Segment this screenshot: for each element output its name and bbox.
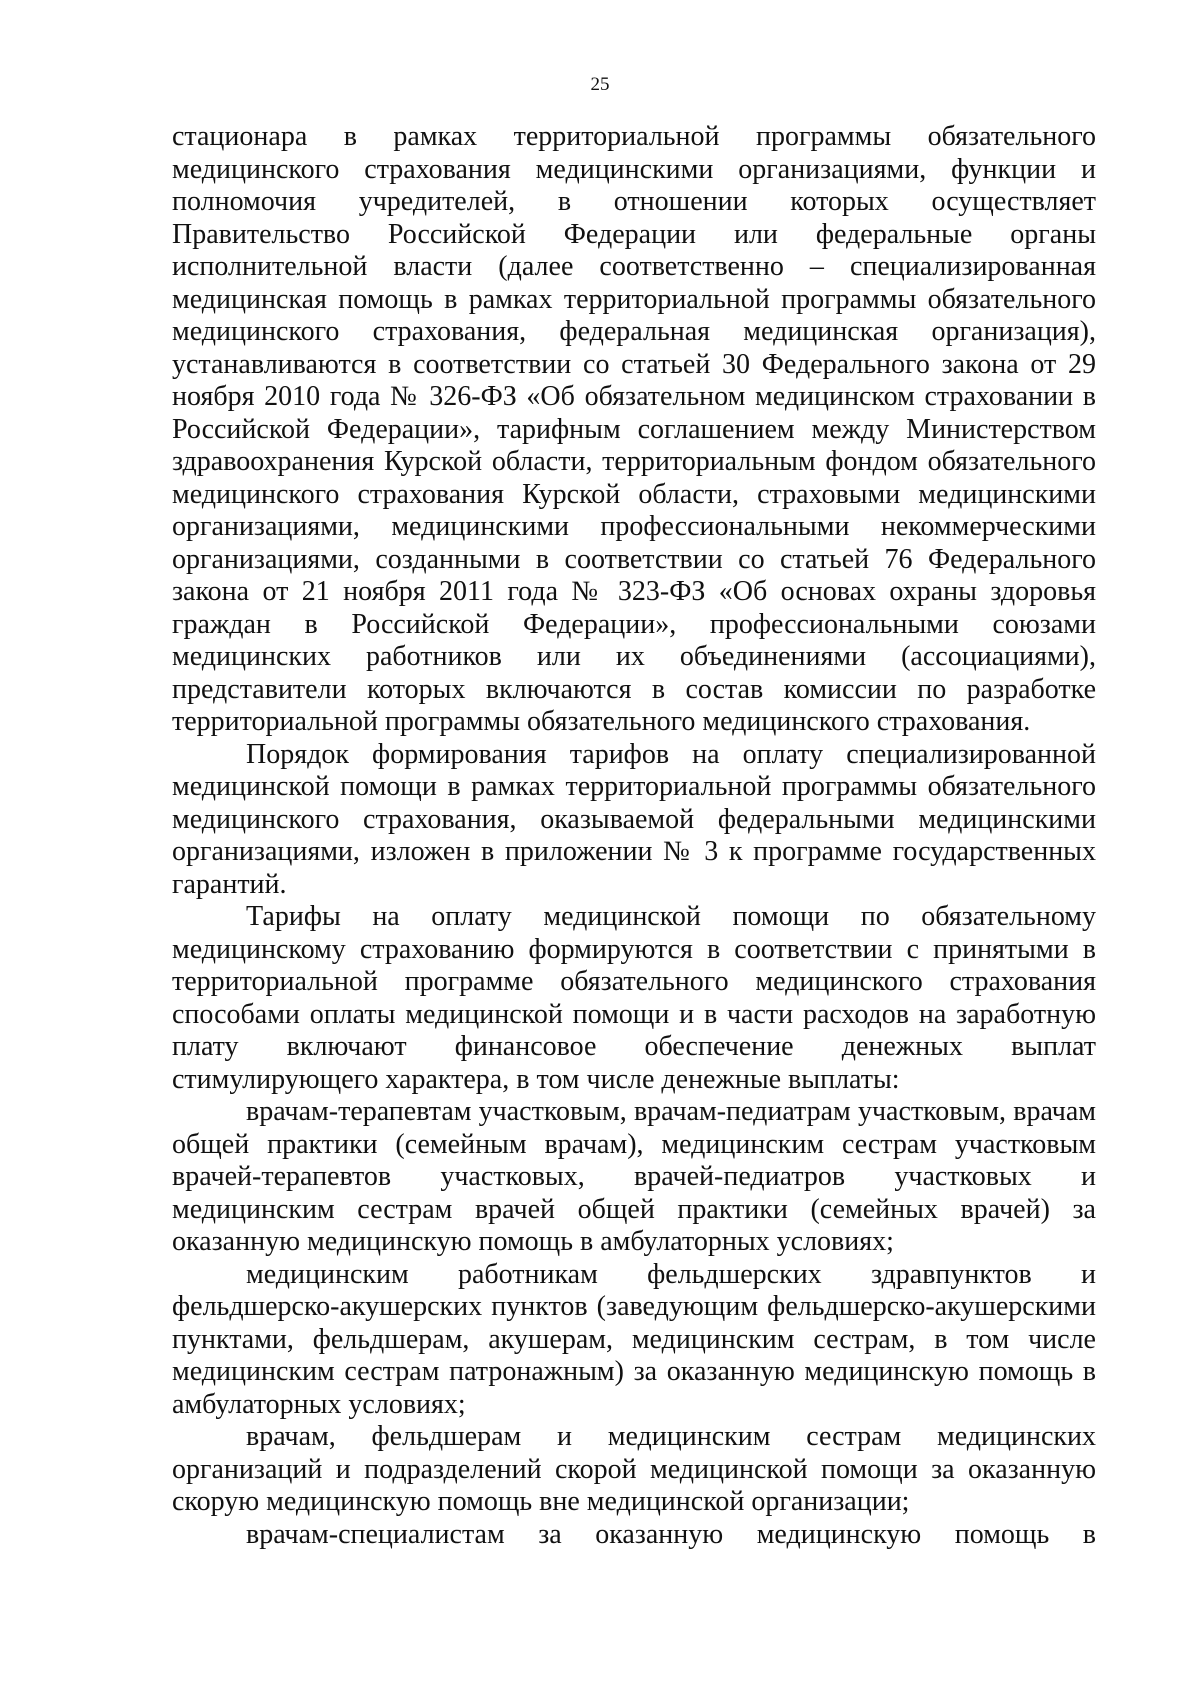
paragraph-3: Тарифы на оплату медицинской помощи по обязательному медицинскому страхованию формируются в соответствии с принятыми в территориальной программе обязательного медицинского страхования способами оплаты медицинской помощи и в части расходов на заработную плату включают финансовое обеспечение денежных выплат стимулирующего характера, в том числе денежные выплаты: — [172, 901, 1096, 1095]
paragraph-7: врачам-специалистам за оказанную медицинскую помощь в — [246, 1518, 1096, 1550]
paragraph-4: врачам-терапевтам участковым, врачам-педиатрам участковым, врачам общей практики (семейным врачам), медицинским сестрам участковым врачей-терапевтов участковых, врачей-педиатров участковых и медицинским сестрам врачей общей практики (семейных врачей) за оказанную медицинскую помощь в амбулаторных условиях; — [172, 1096, 1096, 1257]
paragraph-1: стационара в рамках территориальной программы обязательного медицинского страхования медицинскими организациями, функции и полномочия учредителей, в отношении которых осуществляет Правительство Российской Федерации или федеральные органы исполнительной власти (далее соответственно – специализированная медицинская помощь в рамках территориальной программы обязательного медицинского страхования, федеральная медицинская организация), устанавливаются в соответствии со статьей 30 Федерального закона от 29 ноября 2010 года № 326-ФЗ «Об обязательном медицинском страховании в Российской Федерации», тарифным соглашением между Министерством здравоохранения Курской области, территориальным фондом обязательного медицинского страхования Курской области, страховыми медицинскими организациями, медицинскими профессиональными некоммерческими организациями, созданными в соответствии со статьей 76 Федерального закона от 21 ноября 2011 года № 323-ФЗ «Об основах охраны здоровья граждан в Российской Федерации», профессиональными союзами медицинских работников или их объединениями (ассоциациями), представители которых включаются в состав комиссии по разработке территориальной программы обязательного медицинского страхования. — [172, 121, 1096, 737]
document-body — [172, 121, 1096, 1551]
page-number: 25 — [590, 74, 610, 95]
paragraph-6: врачам, фельдшерам и медицинским сестрам медицинских организаций и подразделений скорой медицинской помощи за оказанную скорую медицинскую помощь вне медицинской организации; — [172, 1421, 1096, 1517]
paragraph-5: медицинским работникам фельдшерских здравпунктов и фельдшерско-акушерских пунктов (заведующим фельдшерско-акушерскими пунктами, фельдшерам, акушерам, медицинским сестрам, в том числе медицинским сестрам патронажным) за оказанную медицинскую помощь в амбулаторных условиях; — [172, 1258, 1096, 1420]
paragraph-2: Порядок формирования тарифов на оплату специализированной медицинской помощи в рамках территориальной программы обязательного медицинского страхования, оказываемой федеральными медицинскими организациями, изложен в приложении № 3 к программе государственных гарантий. — [172, 738, 1096, 900]
